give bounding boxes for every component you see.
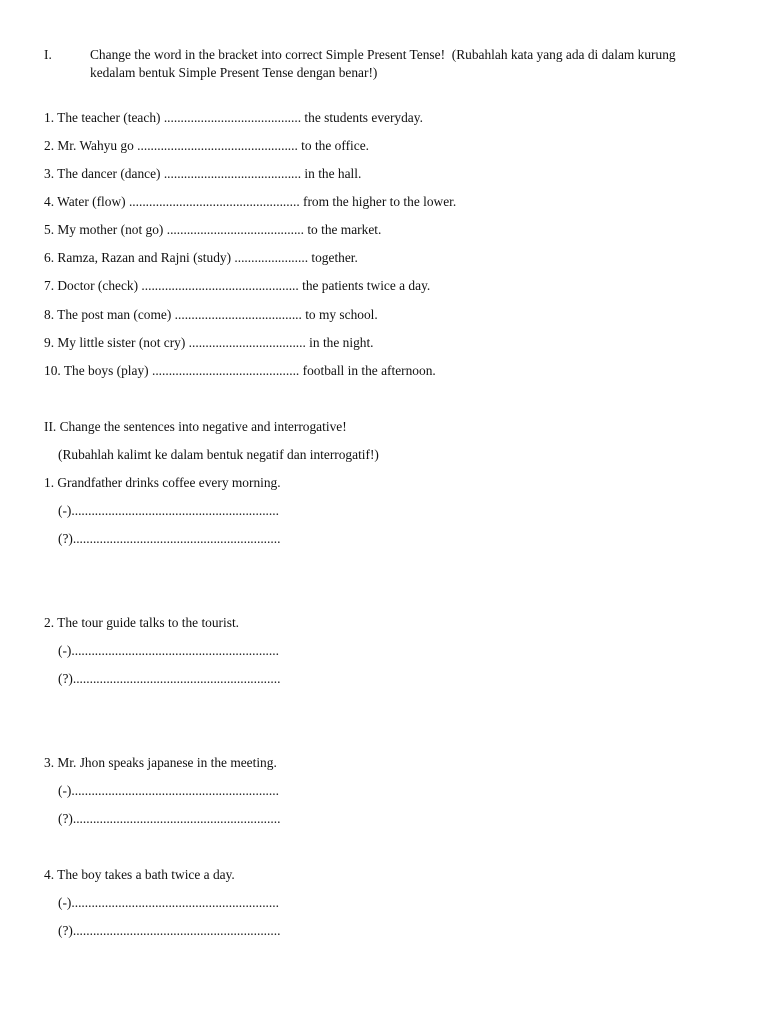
negative-answer-blank: (-)..............................................................	[58, 643, 279, 658]
negative-answer-blank: (-)..............................................................	[58, 895, 279, 910]
interrogative-answer-blank: (?)..............................................................	[58, 671, 281, 686]
exercise-item: 5. My mother (not go) ......................................... to the market.	[44, 222, 382, 237]
exercise-item: 7. Doctor (check) ............................................... the patients twice a day.	[44, 278, 431, 293]
exercise-item: 8. The post man (come) ...................................... to my school.	[44, 307, 378, 322]
section-instruction-line-1: Change the word in the bracket into correct Simple Present Tense! (Rubahlah kata yang ada di dalam kurung	[90, 47, 676, 62]
section-subheading: (Rubahlah kalimt ke dalam bentuk negatif dan interrogatif!)	[58, 447, 379, 462]
exercise-item: 4. Water (flow) ................................................... from the higher to the lower.	[44, 194, 457, 209]
negative-answer-blank: (-)..............................................................	[58, 503, 279, 518]
section-instruction-line-2: kedalam bentuk Simple Present Tense dengan benar!)	[90, 65, 378, 80]
section-heading: II. Change the sentences into negative and interrogative!	[44, 419, 347, 434]
section-number: I.	[44, 47, 52, 62]
exercise-item: 9. My little sister (not cry) ................................... in the night.	[44, 335, 374, 350]
exercise-item: 1. The teacher (teach) ......................................... the students everyday.	[44, 110, 423, 125]
interrogative-answer-blank: (?)..............................................................	[58, 531, 281, 546]
sentence-item: 2. The tour guide talks to the tourist.	[44, 615, 240, 630]
exercise-item: 2. Mr. Wahyu go ................................................ to the office.	[44, 138, 369, 153]
negative-answer-blank: (-)..............................................................	[58, 783, 279, 798]
sentence-item: 4. The boy takes a bath twice a day.	[44, 867, 235, 882]
sentence-item: 1. Grandfather drinks coffee every morning.	[44, 475, 281, 490]
interrogative-answer-blank: (?)..............................................................	[58, 811, 281, 826]
interrogative-answer-blank: (?)..............................................................	[58, 923, 281, 938]
exercise-item: 6. Ramza, Razan and Rajni (study) ...................... together.	[44, 250, 358, 265]
sentence-item: 3. Mr. Jhon speaks japanese in the meeting.	[44, 755, 277, 770]
exercise-item: 3. The dancer (dance) ......................................... in the hall.	[44, 166, 362, 181]
exercise-item: 10. The boys (play) ............................................ football in the afternoon.	[44, 363, 436, 378]
